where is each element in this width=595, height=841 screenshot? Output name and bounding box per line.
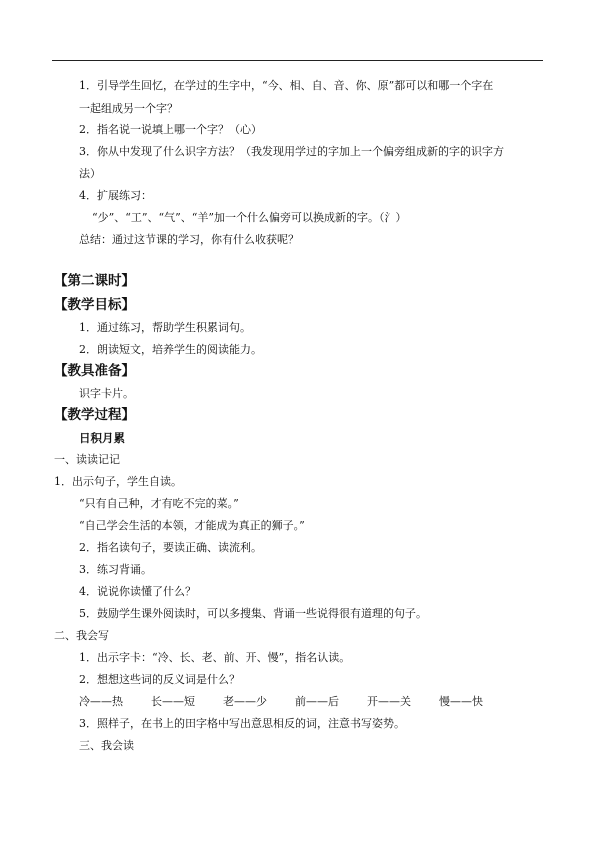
antonym-pair: 冷——热: [79, 695, 123, 708]
step-1-line-1: 1．引导学生回忆，在学过的生字中，“今、相、自、音、你、原”都可以和哪一个字在: [79, 79, 494, 92]
goals-heading: 【教学目标】: [54, 297, 135, 313]
process-heading: 【教学过程】: [54, 407, 135, 423]
antonym-pair: 慢——快: [439, 695, 483, 708]
step-4-example: “少”、“工”、“气”、“羊”加一个什么偏旁可以换成新的字。（氵）: [92, 211, 407, 224]
section-1-step-3: 3．练习背诵。: [79, 563, 152, 576]
quote-1: “只有自己种，才有吃不完的菜。”: [79, 497, 239, 510]
section-1-title: 一、读读记记: [54, 453, 120, 466]
section-2-step-2: 2．想想这些词的反义词是什么？: [79, 673, 240, 686]
goal-2: 2．朗读短文，培养学生的阅读能力。: [79, 343, 262, 356]
lesson-2-title: 【第二课时】: [54, 273, 135, 289]
section-1-step-1: 1．出示句子，学生自读。: [54, 475, 182, 488]
prep-heading: 【教具准备】: [54, 363, 135, 379]
step-2: 2．指名说一说填上哪一个字？（心）: [79, 123, 262, 136]
summary: 总结：通过这节课的学习，你有什么收获呢？: [79, 233, 299, 246]
step-3-line-1: 3．你从中发现了什么识字方法？（我发现用学过的字加上一个偏旁组成新的字的识字方: [79, 145, 504, 158]
section-2-title: 二、我会写: [54, 629, 109, 642]
goal-1: 1．通过练习，帮助学生积累词句。: [79, 321, 251, 334]
section-2-step-1: 1．出示字卡：“冷、长、老、前、开、慢”，指名认读。: [79, 651, 351, 664]
antonym-pair: 长——短: [151, 695, 195, 708]
section-1-step-2: 2．指名读句子，要读正确、读流利。: [79, 541, 262, 554]
step-3-line-2: 法）: [79, 167, 101, 180]
antonym-pair: 老——少: [223, 695, 267, 708]
antonym-pair: 开——关: [367, 695, 411, 708]
prep-text: 识字卡片。: [79, 387, 134, 400]
step-1-line-2: 一起组成另一个字？: [79, 102, 178, 115]
section-1-step-4: 4．说说你读懂了什么？: [79, 585, 196, 598]
section-3-title: 三、我会读: [79, 739, 134, 752]
header-rule: [52, 60, 543, 61]
antonym-pair: 前——后: [295, 695, 339, 708]
step-4: 4．扩展练习：: [79, 189, 152, 202]
section-1-step-5: 5．鼓励学生课外阅读时，可以多搜集、背诵一些说得很有道理的句子。: [79, 607, 427, 620]
section-2-step-3: 3．照样子，在书上的田字格中写出意思相反的词，注意书写姿势。: [79, 717, 405, 730]
subtitle: 日积月累: [79, 431, 125, 445]
quote-2: “自己学会生活的本领，才能成为真正的狮子。”: [79, 519, 305, 532]
